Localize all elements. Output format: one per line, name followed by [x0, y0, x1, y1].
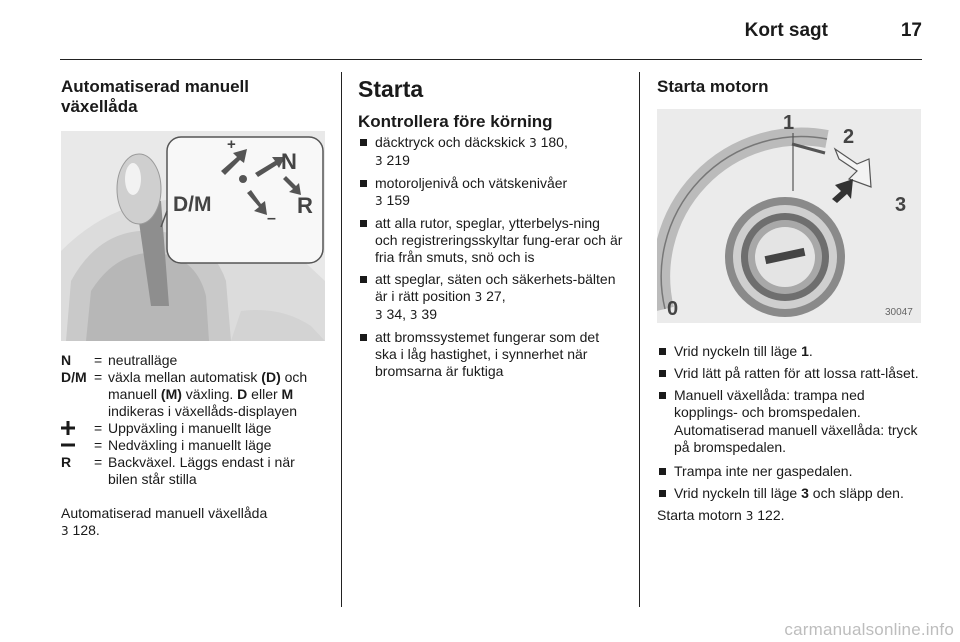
- legend-row-plus: = Uppväxling i manuellt läge: [61, 420, 327, 437]
- arrow-ref-icon: 3: [529, 136, 537, 150]
- list-item: motoroljenivå och vätskenivåer 3 159: [358, 175, 623, 210]
- arrow-ref-icon: 3: [375, 308, 383, 322]
- arrow-ref-icon: 3: [375, 194, 383, 208]
- crossref-transmission[interactable]: Automatiserad manuell växellåda 3 128.: [61, 505, 268, 538]
- plus-icon: [61, 421, 75, 435]
- list-item: Trampa inte ner gaspedalen.: [657, 463, 922, 480]
- figure-label-plus: +: [227, 136, 236, 153]
- list-item: att alla rutor, speglar, ytterbelys-ning och registreringsskyltar fung-erar och är fria från smuts, snö och is: [358, 215, 623, 266]
- column-divider-2: [639, 72, 640, 607]
- column-transmission: [61, 74, 327, 540]
- legend-desc: Uppväxling i manuellt läge: [108, 420, 272, 436]
- list-item: Vrid lätt på ratten för att lossa ratt-låset.: [657, 365, 922, 382]
- minus-icon: [61, 438, 75, 452]
- list-item: Vrid nyckeln till läge 3 och släpp den.: [657, 485, 922, 502]
- arrow-ref-icon: 3: [474, 290, 483, 304]
- legend-key: R: [61, 454, 72, 470]
- header-rule: [60, 59, 922, 60]
- gear-shifter-illustration: [61, 131, 325, 341]
- legend-desc: Nedväxling i manuellt läge: [108, 437, 272, 453]
- figure-label-dm: D/M: [173, 193, 212, 216]
- arrow-ref-icon: 3: [409, 308, 418, 322]
- figure-label-3: 3: [895, 194, 907, 216]
- legend-key: D/M: [61, 369, 87, 385]
- figure-code: 30047: [885, 307, 913, 318]
- list-item: däcktryck och däckskick 3 180, 3 219: [358, 134, 623, 170]
- figure-label-minus: –: [267, 210, 276, 227]
- column-starta-motorn: [657, 74, 922, 525]
- legend-row-r: R = Backväxel. Läggs endast i när bilen står stilla: [61, 454, 327, 488]
- figure-label-0: 0: [667, 298, 679, 320]
- arrow-ref-icon: 3: [61, 524, 69, 538]
- list-item: att speglar, säten och säkerhets-bälten är i rätt position 3 27, 3 34, 3 39: [358, 271, 623, 324]
- legend-desc: växla mellan automatisk (D) och manuell (M) växling. D eller M indikeras i växellåds-displayen: [108, 369, 308, 419]
- figure-label-n: N: [281, 149, 297, 174]
- legend-row-minus: = Nedväxling i manuellt läge: [61, 437, 327, 454]
- transmission-legend: [61, 352, 327, 488]
- subsection-title-kontrollera: Kontrollera före körning: [358, 112, 553, 131]
- crossref-starta-motorn[interactable]: Starta motorn 3 122.: [657, 507, 785, 523]
- column-starta: [358, 74, 623, 385]
- figure-label-2: 2: [843, 126, 855, 148]
- ignition-illustration: [657, 109, 921, 323]
- legend-desc: neutralläge: [108, 352, 178, 368]
- header-title: Kort sagt: [744, 20, 828, 41]
- arrow-ref-icon: 3: [745, 509, 754, 523]
- legend-row-n: N = neutralläge: [61, 352, 327, 369]
- list-item-note: Automatiserad manuell växellåda: tryck på bromspedalen.: [674, 422, 918, 455]
- start-steps: [657, 343, 922, 421]
- section-heading-transmission: Automatiserad manuell växellåda: [61, 77, 249, 116]
- section-title-starta: Starta: [358, 76, 424, 102]
- start-steps-continued: [657, 463, 922, 502]
- watermark: carmanualsonline.info: [784, 620, 954, 639]
- figure-label-1: 1: [783, 112, 795, 134]
- section-heading-starta-motorn: Starta motorn: [657, 77, 769, 96]
- page-number: 17: [900, 20, 922, 41]
- arrow-ref-icon: 3: [375, 154, 383, 168]
- list-item: Vrid nyckeln till läge 1.: [657, 343, 922, 360]
- legend-desc: Backväxel. Läggs endast i när bilen står stilla: [108, 454, 295, 487]
- figure-label-r: R: [297, 193, 313, 218]
- column-divider-1: [341, 72, 342, 607]
- list-item: Manuell växellåda: trampa ned kopplings- och bromspedalen.: [657, 387, 922, 421]
- legend-key: N: [61, 352, 72, 368]
- checklist: [358, 134, 623, 380]
- list-item: att bromssystemet fungerar som det ska i låg hastighet, i synnerhet när bromsarna är fuktiga: [358, 329, 623, 380]
- legend-row-dm: D/M = växla mellan automatisk (D) och manuell (M) växling. D eller M indikeras i växellåds-displayen: [61, 369, 327, 420]
